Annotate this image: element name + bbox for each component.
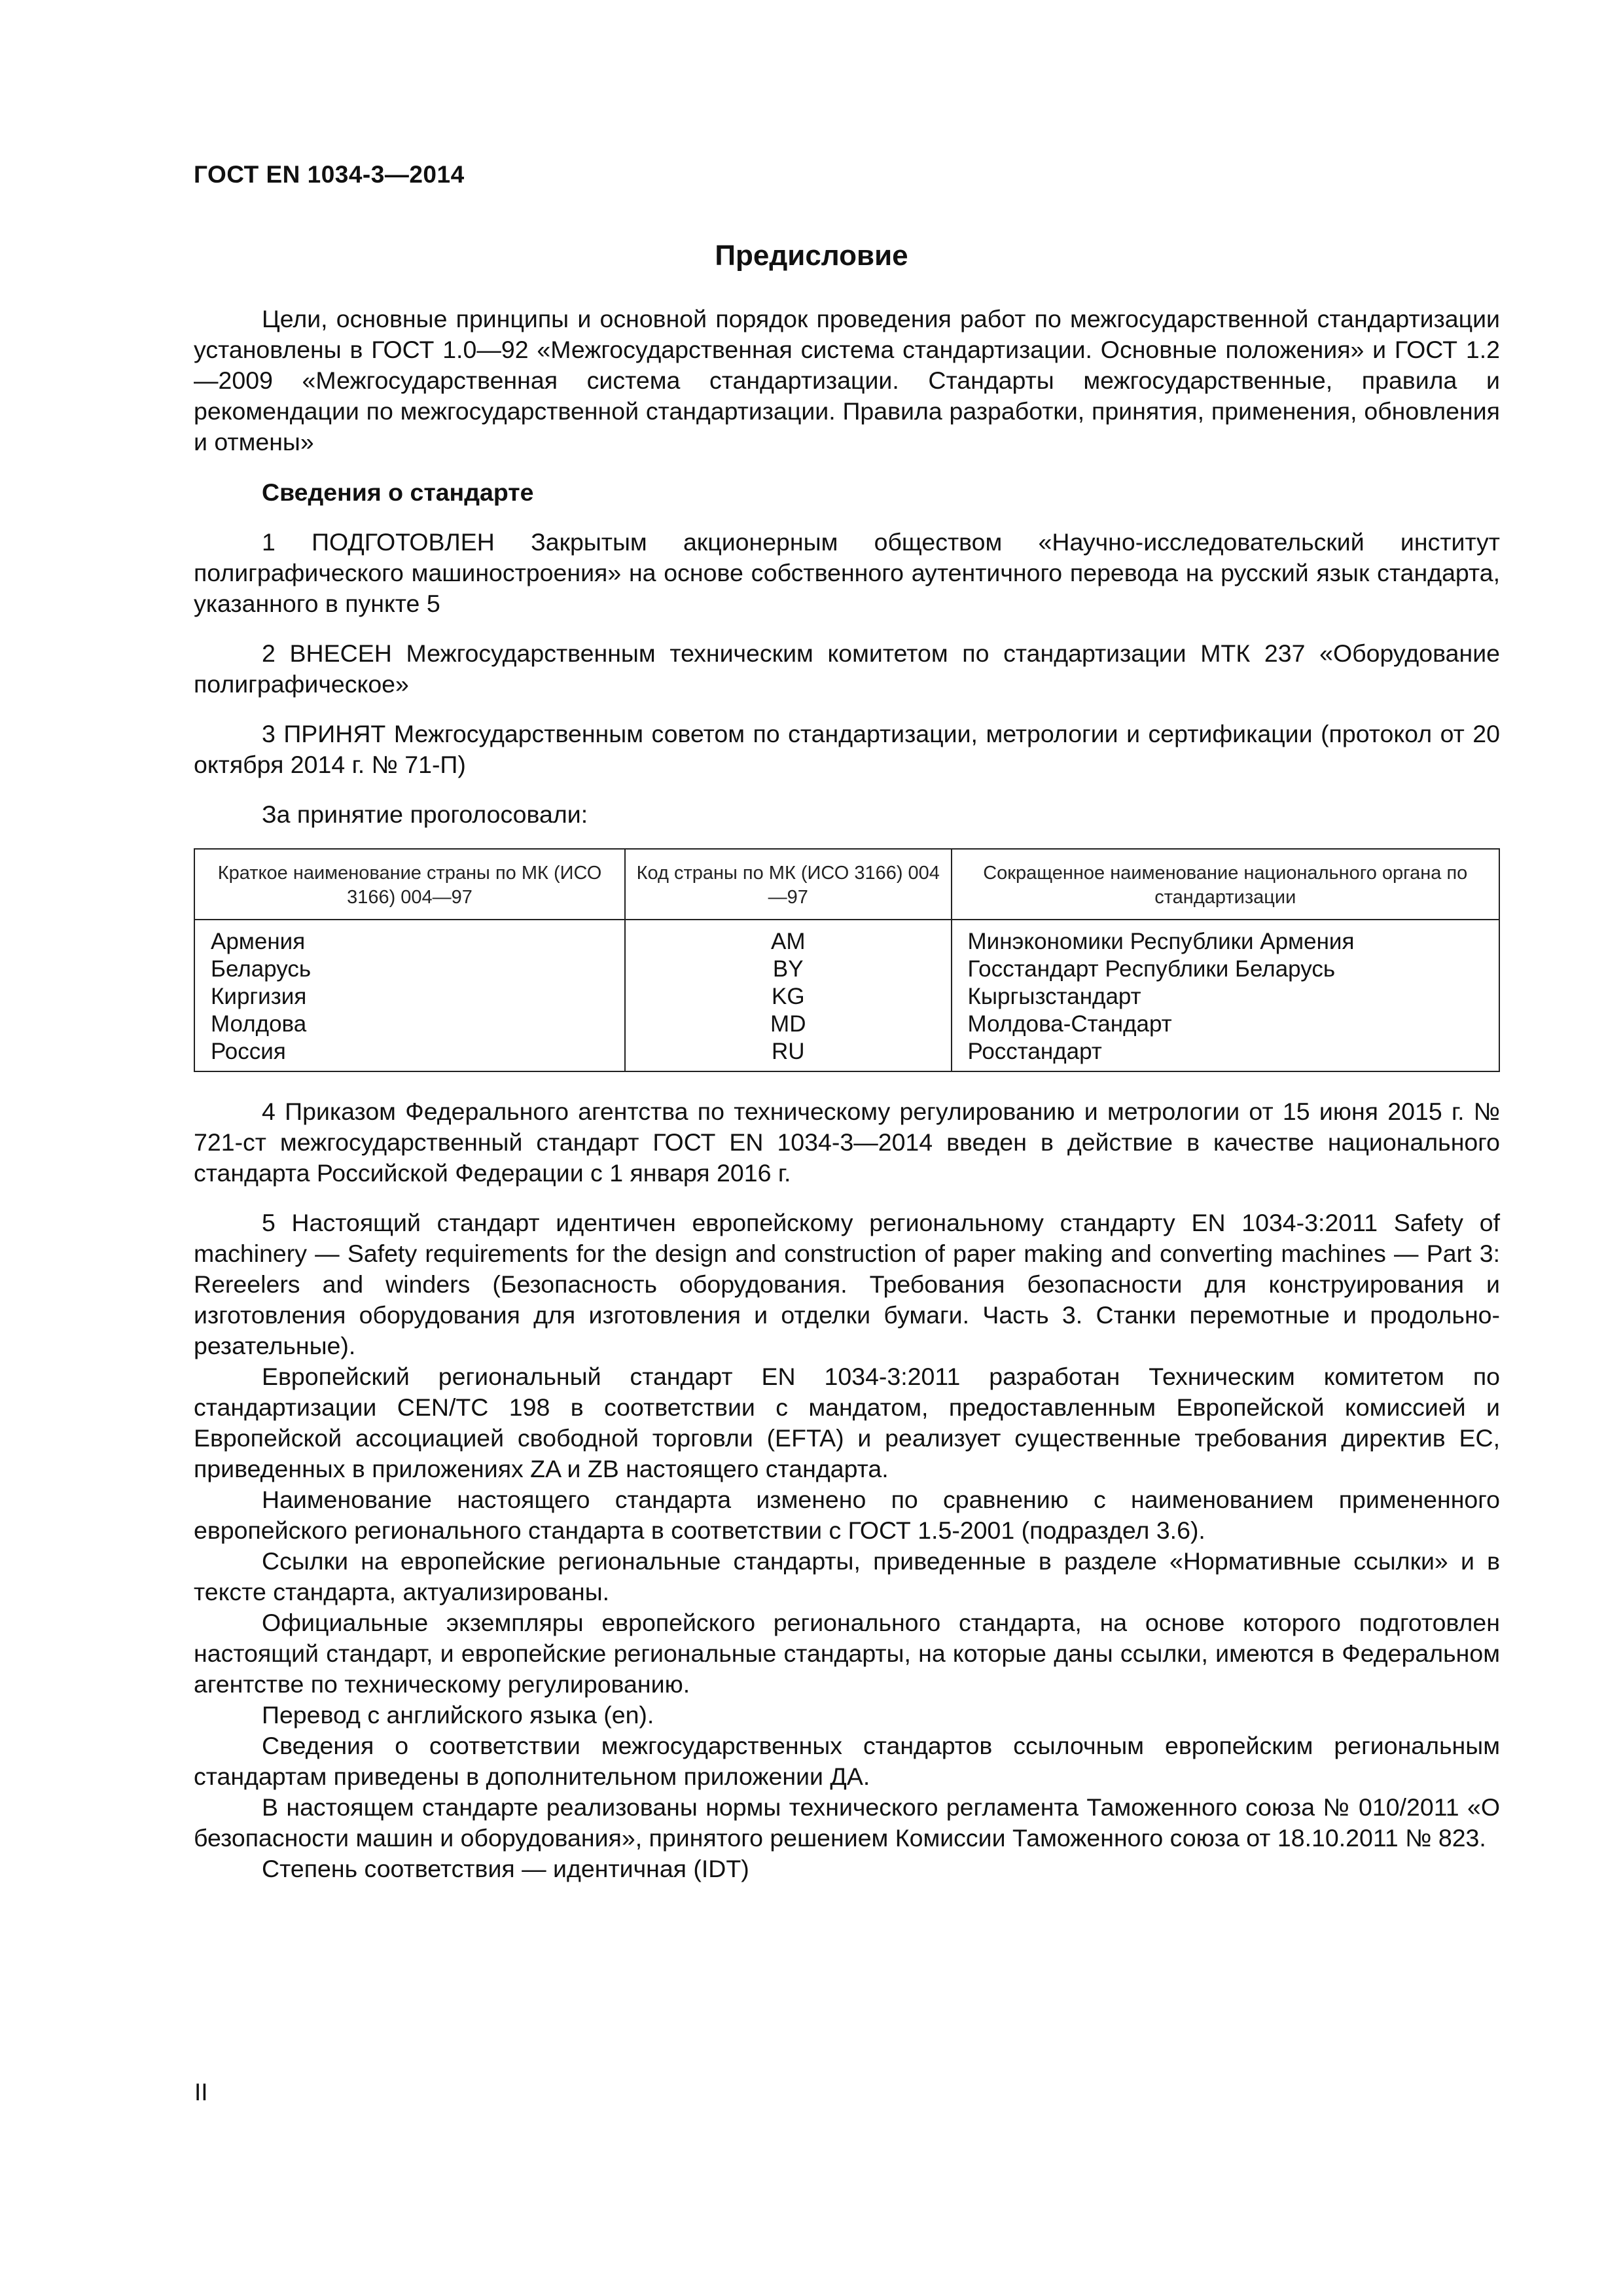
voting-table-wrapper (194, 848, 1500, 1072)
item-3-paragraph: 3 ПРИНЯТ Межгосударственным советом по стандартизации, метрологии и сертификации (протокол от 20 октября 2014 г. № 71-П) (194, 720, 1500, 778)
table-cell-country: Киргизия (194, 983, 625, 1011)
table-cell-code: KG (625, 983, 952, 1011)
table-cell-body: Росстандарт (967, 1039, 1102, 1064)
table-cell-country: Молдова (194, 1011, 625, 1038)
document-body (194, 304, 1500, 1884)
table-row (194, 983, 1499, 1011)
item-5-european-standard: Европейский региональный стандарт EN 1034-3:2011 разработан Техническим комитетом по стандартизации CEN/TC 198 в соответствии с мандатом, предоставленным Европейской комиссией и Европейской ассоциацией свободной торговли (EFTA) и реализует существенные требования директив ЕС, приведенных в приложениях ZA и ZB настоящего стандарта. (194, 1363, 1500, 1482)
table-row (194, 956, 1499, 983)
table-cell-body: Минэкономики Республики Армения (967, 929, 1355, 954)
table-cell-body: Молдова-Стандарт (967, 1011, 1172, 1037)
page-title: Предисловие (715, 240, 908, 272)
table-cell-body: Госстандарт Республики Беларусь (967, 956, 1336, 982)
table-cell-body: Кыргызстандарт (967, 984, 1141, 1009)
table-row (194, 920, 1499, 956)
table-header-row (194, 849, 1499, 920)
item-5-translation: Перевод с английского языка (en). (262, 1701, 654, 1729)
table-cell-country: Армения (194, 920, 625, 956)
item-5-official-copies: Официальные экземпляры европейского регионального стандарта, на основе которого подготовлен настоящий стандарт, и европейские региональные стандарты, на которые даны ссылки, имеются в Федеральном агентстве по техническому регулированию. (194, 1609, 1500, 1698)
vote-intro: За принятие проголосовали: (262, 800, 588, 828)
item-5-paragraph: 5 Настоящий стандарт идентичен европейскому региональному стандарту EN 1034-3:2011 Safety of machinery — Safety requirements for the design and construction of paper making and converting machines — Part 3: Rereelers and winders (Безопасность оборудования. Требования безопасности для конструирования и изготовления оборудования для изготовления и отделки бумаги. Часть 3. Станки перемотные и продольно-резательные). (194, 1209, 1500, 1359)
item-5-references: Ссылки на европейские региональные стандарты, приведенные в разделе «Нормативные ссылки» и в тексте стандарта, актуализированы. (194, 1547, 1500, 1605)
table-cell-country: Россия (194, 1038, 625, 1071)
item-1-paragraph: 1 ПОДГОТОВЛЕН Закрытым акционерным обществом «Научно-исследовательский институт полиграфического машиностроения» на основе собственного аутентичного перевода на русский язык стандарта, указанного в пункте 5 (194, 528, 1500, 617)
table-cell-code: AM (625, 920, 952, 956)
item-5-conformity-degree: Степень соответствия — идентичная (IDT) (262, 1855, 749, 1882)
table-header-code: Код страны по МК (ИСО 3166) 004—97 (625, 849, 952, 920)
section-title: Сведения о стандарте (262, 478, 534, 506)
voting-table (194, 848, 1500, 1072)
table-cell-code: RU (625, 1038, 952, 1071)
item-4-paragraph: 4 Приказом Федерального агентства по техническому регулированию и метрологии от 15 июня 2015 г. № 721-ст межгосударственный стандарт ГОСТ EN 1034-3—2014 введен в действие в качестве национального стандарта Российской Федерации с 1 января 2016 г. (194, 1098, 1500, 1187)
table-cell-code: MD (625, 1011, 952, 1038)
table-row (194, 1038, 1499, 1071)
table-header-country: Краткое наименование страны по МК (ИСО 3166) 004—97 (194, 849, 625, 920)
document-header-code: ГОСТ EN 1034-3—2014 (194, 161, 465, 188)
item-2-paragraph: 2 ВНЕСЕН Межгосударственным техническим комитетом по стандартизации МТК 237 «Оборудование полиграфическое» (194, 639, 1500, 698)
table-cell-code: BY (625, 956, 952, 983)
table-header-body: Сокращенное наименование национального органа по стандартизации (952, 849, 1499, 920)
item-5-regulation: В настоящем стандарте реализованы нормы технического регламента Таможенного союза № 010/2011 «О безопасности машин и оборудования», принятого решением Комиссии Таможенного союза от 18.10.2011 № 823. (194, 1793, 1500, 1852)
table-cell-country: Беларусь (194, 956, 625, 983)
table-row (194, 1011, 1499, 1038)
intro-paragraph: Цели, основные принципы и основной порядок проведения работ по межгосударственной стандартизации установлены в ГОСТ 1.0—92 «Межгосударственная система стандартизации. Основные положения» и ГОСТ 1.2—2009 «Межгосударственная система стандартизации. Стандарты межгосударственные, правила и рекомендации по межгосударственной стандартизации. Правила разработки, принятия, применения, обновления и отмены» (194, 305, 1500, 456)
item-5-name-change: Наименование настоящего стандарта изменено по сравнению с наименованием примененного европейского регионального стандарта в соответствии с ГОСТ 1.5-2001 (подраздел 3.6). (194, 1486, 1500, 1544)
page-number: II (194, 2079, 208, 2106)
item-5-correspondence: Сведения о соответствии межгосударственных стандартов ссылочным европейским региональным стандартам приведены в дополнительном приложении ДА. (194, 1732, 1500, 1790)
